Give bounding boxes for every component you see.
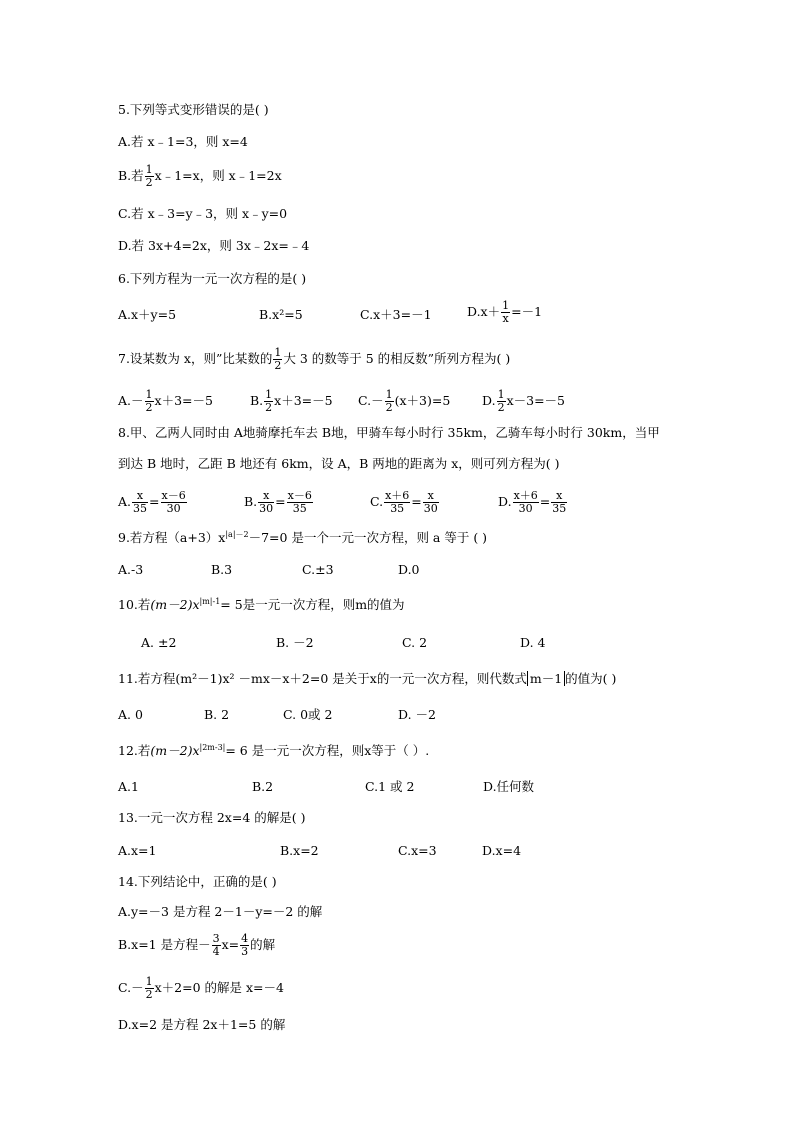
fraction-four-thirds (240, 933, 249, 958)
q7-option-a-text: x＋3=－5 (154, 393, 213, 408)
q6-option-b: B.x²=5 (259, 307, 303, 322)
q11-option-d: D. －2 (398, 707, 436, 722)
q8-option-b (244, 490, 314, 515)
q12-option-b: B.2 (252, 779, 274, 794)
q14-option-b-text: 的解 (250, 937, 276, 952)
q8-option-d (498, 490, 568, 515)
numerator: 4 (241, 932, 249, 945)
q7-stem (118, 347, 510, 372)
denominator: 4 (212, 945, 220, 958)
q14-option-d: D.x=2 是方程 2x＋1=5 的解 (118, 1017, 286, 1032)
q5-option-d: D.若 3x+4=2x，则 3x﹣2x=﹣4 (118, 238, 310, 253)
numerator: x＋6 (513, 489, 538, 502)
q10-expression: (m－2) (150, 597, 193, 612)
denominator: 3 (241, 945, 249, 958)
q7-option-d (482, 389, 565, 414)
q11-absolute-value: m－1 (527, 671, 565, 686)
q7-stem-part1: 7.设某数为 x，则”比某数的 (118, 351, 273, 366)
q14-option-c-label: C.－ (118, 980, 144, 995)
numerator: 1 (502, 299, 510, 312)
q8-option-a (118, 490, 188, 515)
denominator: 35 (287, 502, 313, 515)
q9-stem-part1: 9.若方程（a+3）x (118, 530, 226, 545)
denominator: 2 (145, 988, 153, 1001)
q6-option-d (467, 300, 542, 325)
q11-stem (118, 671, 616, 687)
q14-option-b-label: B.x=1 是方程－ (118, 937, 211, 952)
fraction-three-quarters (212, 933, 221, 958)
denominator: 30 (161, 502, 187, 515)
fraction (287, 490, 313, 515)
q6-option-c: C.x＋3=－1 (360, 307, 432, 322)
q12-option-d: D.任何数 (483, 779, 535, 794)
numerator: 1 (497, 388, 505, 401)
q8-stem-line1: 8.甲、乙两人同时由 A地骑摩托车去 B地，甲骑车每小时行 35km，乙骑车每小时行 30km，当甲 (118, 425, 660, 440)
numerator: 1 (145, 163, 153, 176)
q10-stem-part1: 10.若 (118, 597, 151, 612)
q14-option-c-text: x＋2=0 的解是 x=－4 (154, 980, 284, 995)
q9-option-d: D.0 (398, 562, 420, 577)
numerator: 1 (274, 346, 282, 359)
q9-option-a: A.-3 (118, 562, 144, 577)
fraction (423, 490, 439, 515)
q5-stem: 5.下列等式变形错误的是( ) (118, 102, 269, 117)
equals-sign: = (275, 494, 286, 509)
q7-option-a-label: A.－ (118, 393, 144, 408)
q8-option-c (370, 490, 440, 515)
fraction-one-half (497, 389, 506, 414)
q12-option-a: A.1 (118, 779, 139, 794)
q7-option-c-label: C.－ (358, 393, 384, 408)
fraction-one-half (145, 976, 154, 1001)
q6-stem: 6.下列方程为一元一次方程的是( ) (118, 271, 307, 286)
q11-option-b: B. 2 (204, 707, 230, 722)
q13-option-b: B.x=2 (280, 843, 319, 858)
q12-option-c: C.1 或 2 (365, 779, 415, 794)
denominator: 35 (552, 502, 567, 515)
q11-stem-part1: 11.若方程(m²－1)x² －mx－x＋2=0 是关于x的一元一次方程，则代数式 (118, 671, 527, 686)
q12-exponent: |2m-3| (199, 742, 226, 752)
q11-option-c: C. 0或 2 (283, 707, 333, 722)
q7-option-d-label: D. (482, 393, 496, 408)
fraction (551, 490, 567, 515)
denominator: 2 (265, 401, 273, 414)
equals-sign: = (539, 494, 551, 509)
q8-option-b-label: B. (244, 494, 258, 509)
q7-option-b (250, 389, 333, 414)
q8-stem-line2: 到达 B 地时，乙距 B 地还有 6km，设 A，B 两地的距离为 x，则可列方程为( ) (118, 456, 560, 471)
q8-option-c-label: C. (370, 494, 384, 509)
q6-option-d-label: D.x＋ (467, 304, 501, 319)
denominator: 35 (133, 502, 148, 515)
fraction-one-half (145, 164, 154, 189)
fraction-one-half (264, 389, 273, 414)
equals-sign: = (228, 937, 240, 952)
q5-option-a: A.若 x﹣1=3，则 x=4 (118, 134, 248, 149)
q7-option-d-text: x－3=－5 (506, 393, 565, 408)
q9-option-c: C.±3 (302, 562, 334, 577)
q5-option-b-label: B.若 (118, 168, 144, 183)
q7-option-c-text: (x＋3)=5 (394, 393, 451, 408)
q12-stem-part2: = 6 是一元一次方程，则x等于（ ）. (225, 743, 430, 758)
q8-option-a-label: A. (118, 494, 132, 509)
denominator: 30 (259, 502, 274, 515)
q10-stem (118, 597, 405, 613)
variable-x: x (221, 937, 229, 952)
q14-option-a: A.y=－3 是方程 2－1－y=－2 的解 (118, 904, 323, 919)
q5-option-c: C.若 x﹣3=y﹣3，则 x﹣y=0 (118, 206, 288, 221)
q10-stem-part2: = 5是一元一次方程，则m的值为 (220, 597, 405, 612)
q6-option-a: A.x＋y=5 (118, 307, 177, 322)
denominator: 2 (385, 401, 393, 414)
fraction (384, 490, 410, 515)
q11-stem-part2: 的值为( ) (565, 671, 617, 686)
q9-exponent: |a|－2 (225, 529, 249, 539)
fraction (258, 490, 274, 515)
fraction (161, 490, 187, 515)
q7-option-c (358, 389, 450, 414)
q6-option-d-text: =－1 (511, 304, 543, 319)
q9-stem-part2: －7=0 是一个一元一次方程，则 a 等于 ( ) (248, 530, 488, 545)
numerator: 1 (265, 388, 273, 401)
fraction-one-half (145, 389, 154, 414)
q13-stem: 13.一元一次方程 2x=4 的解是( ) (118, 810, 306, 825)
q10-option-c: C. 2 (402, 635, 428, 650)
q9-stem (118, 530, 487, 546)
q13-option-a: A.x=1 (118, 843, 157, 858)
q7-stem-part2: 大 3 的数等于 5 的相反数”所列方程为( ) (283, 351, 511, 366)
denominator: 30 (513, 502, 539, 515)
fraction-one-over-x (501, 300, 510, 325)
denominator: 2 (145, 401, 153, 414)
q7-option-a (118, 389, 213, 414)
fraction-one-half (273, 347, 282, 372)
q14-stem: 14.下列结论中，正确的是( ) (118, 874, 277, 889)
denominator: 2 (274, 359, 282, 372)
numerator: x (556, 489, 563, 502)
numerator: x－6 (287, 489, 312, 502)
q13-option-c: C.x=3 (398, 843, 437, 858)
denominator: 2 (497, 401, 505, 414)
numerator: 1 (145, 975, 153, 988)
fraction-one-half (385, 389, 394, 414)
numerator: x (427, 489, 434, 502)
q12-stem (118, 743, 429, 759)
denominator: 2 (145, 176, 153, 189)
q9-option-b: B.3 (211, 562, 233, 577)
q8-option-d-label: D. (498, 494, 512, 509)
q10-variable: x (192, 597, 200, 612)
numerator: x＋6 (385, 489, 410, 502)
q12-stem-part1: 12.若 (118, 743, 151, 758)
denominator: 35 (384, 502, 410, 515)
q5-option-b (118, 164, 282, 189)
q14-option-c (118, 976, 284, 1001)
q10-option-d: D. 4 (520, 635, 546, 650)
q12-expression: (m－2)x (150, 743, 200, 758)
q10-option-b: B. －2 (276, 635, 314, 650)
q10-option-a: A. ±2 (141, 635, 177, 650)
numerator: 3 (212, 932, 220, 945)
denominator: 30 (423, 502, 438, 515)
q5-option-b-text: x﹣1=x，则 x﹣1=2x (154, 168, 282, 183)
numerator: x (263, 489, 270, 502)
q7-option-b-label: B. (250, 393, 264, 408)
fraction (513, 490, 539, 515)
q7-option-b-text: x＋3=－5 (274, 393, 333, 408)
numerator: x (136, 489, 144, 502)
fraction (132, 490, 148, 515)
numerator: x－6 (161, 489, 186, 502)
numerator: 1 (145, 388, 153, 401)
numerator: 1 (385, 388, 393, 401)
q11-option-a: A. 0 (118, 707, 143, 722)
q13-option-d: D.x=4 (482, 843, 522, 858)
q14-option-b (118, 933, 275, 958)
denominator: x (502, 312, 509, 325)
equals-sign: = (411, 494, 422, 509)
equals-sign: = (149, 494, 160, 509)
q10-exponent: |m|-1 (199, 596, 221, 606)
